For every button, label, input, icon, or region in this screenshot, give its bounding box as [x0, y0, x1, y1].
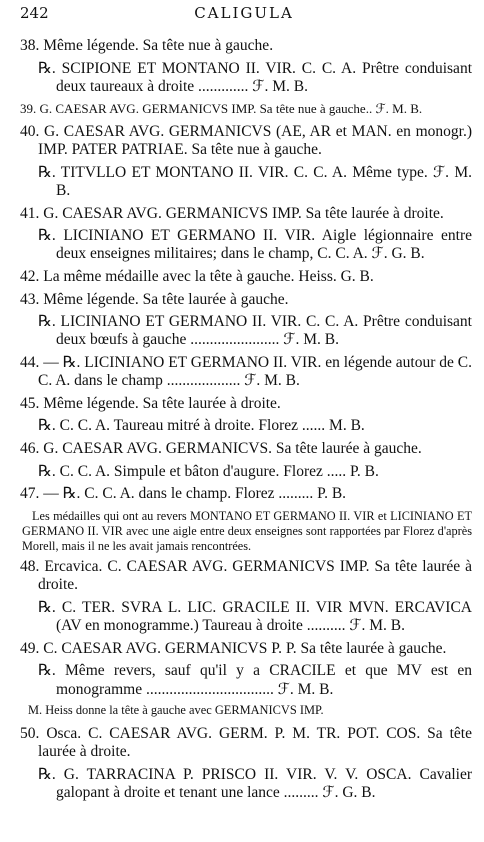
catalogue-body: [0, 37, 484, 807]
entry-46: 46. G. CAESAR AVG. GERMANICVS. Sa tête laurée à gauche.: [20, 439, 422, 457]
entry-43-reverse: ℞. LICINIANO ET GERMANO II. VIR. C. C. A. Prêtre conduisant deux bœufs à gauche ....................... ℱ. M. B.: [38, 313, 472, 349]
entry-41: 41. G. CAESAR AVG. GERMANICVS IMP. Sa tête laurée à droite.: [20, 204, 444, 222]
entry-44: 44. — ℞. LICINIANO ET GERMANO II. VIR. en légende autour de C. C. A. dans le champ ................... ℱ. M. B.: [20, 353, 472, 390]
footnote-florez: Les médailles qui ont au revers MONTANO ET GERMANO II. VIR et LICINIANO ET GERMANO II. VIR avec une aigle entre deux enseignes sont rapportées par Florez d'après Morell, mais il ne les avait jamais rencontrées.: [22, 509, 472, 553]
entry-38-reverse: ℞. SCIPIONE ET MONTANO II. VIR. C. C. A. Prêtre conduisant deux taureaux à droite ............. ℱ. M. B.: [38, 59, 472, 95]
entry-39: 39. G. CAESAR AVG. GERMANICVS IMP. Sa tête nue à gauche.. ℱ. M. B.: [20, 101, 423, 117]
entry-42: 42. La même médaille avec la tête à gauche. Heiss. G. B.: [20, 267, 374, 285]
entry-45-reverse: ℞. C. C. A. Taureau mitré à droite. Florez ...... M. B.: [38, 417, 365, 435]
entry-40-reverse: ℞. TITVLLO ET MONTANO II. VIR. C. C. A. Même type. ℱ. M. B.: [38, 163, 472, 199]
entry-50: 50. Osca. C. CAESAR AVG. GERM. P. M. TR. POT. COS. Sa tête laurée à droite.: [20, 725, 472, 761]
entry-47: 47. — ℞. C. C. A. dans le champ. Florez ......... P. B.: [20, 485, 347, 503]
entry-49-reverse: ℞. Même revers, sauf qu'il y a CRACILE et que MV est en monogramme ................................. ℱ. M. B.: [38, 662, 472, 698]
entry-48: 48. Ercavica. C. CAESAR AVG. GERMANICVS IMP. Sa tête laurée à droite.: [20, 558, 472, 594]
page-header: [14, 4, 474, 28]
page-number: 242: [20, 4, 49, 22]
footnote-heiss: M. Heiss donne la tête à gauche avec GERMANICVS IMP.: [28, 703, 324, 718]
entry-43: 43. Même légende. Sa tête laurée à gauche.: [20, 290, 289, 308]
entry-41-reverse: ℞. LICINIANO ET GERMANO II. VIR. Aigle légionnaire entre deux enseignes militaires; dans le champ, C. C. A. ℱ. G. B.: [38, 227, 472, 263]
entry-38: 38. Même légende. Sa tête nue à gauche.: [20, 37, 274, 54]
entry-49: 49. C. CAESAR AVG. GERMANICVS P. P. Sa tête laurée à gauche.: [20, 639, 447, 657]
entry-45: 45. Même légende. Sa tête laurée à droite.: [20, 394, 281, 412]
running-title: CALIGULA: [194, 4, 294, 22]
entry-40: 40. G. CAESAR AVG. GERMANICVS (AE, AR et MAN. en monogr.) IMP. PATER PATRIAE. Sa tête nue à gauche.: [20, 122, 472, 159]
entry-48-reverse: ℞. C. TER. SVRA L. LIC. GRACILE II. VIR MVN. ERCAVICA (AV en monogramme.) Taureau à droite .......... ℱ. M. B.: [38, 598, 472, 635]
entry-46-reverse: ℞. C. C. A. Simpule et bâton d'augure. Florez ..... P. B.: [38, 462, 379, 480]
entry-50-reverse: ℞. G. TARRACINA P. PRISCO II. VIR. V. V. OSCA. Cavalier galopant à droite et tenant une lance ......... ℱ. G. B.: [38, 765, 472, 802]
